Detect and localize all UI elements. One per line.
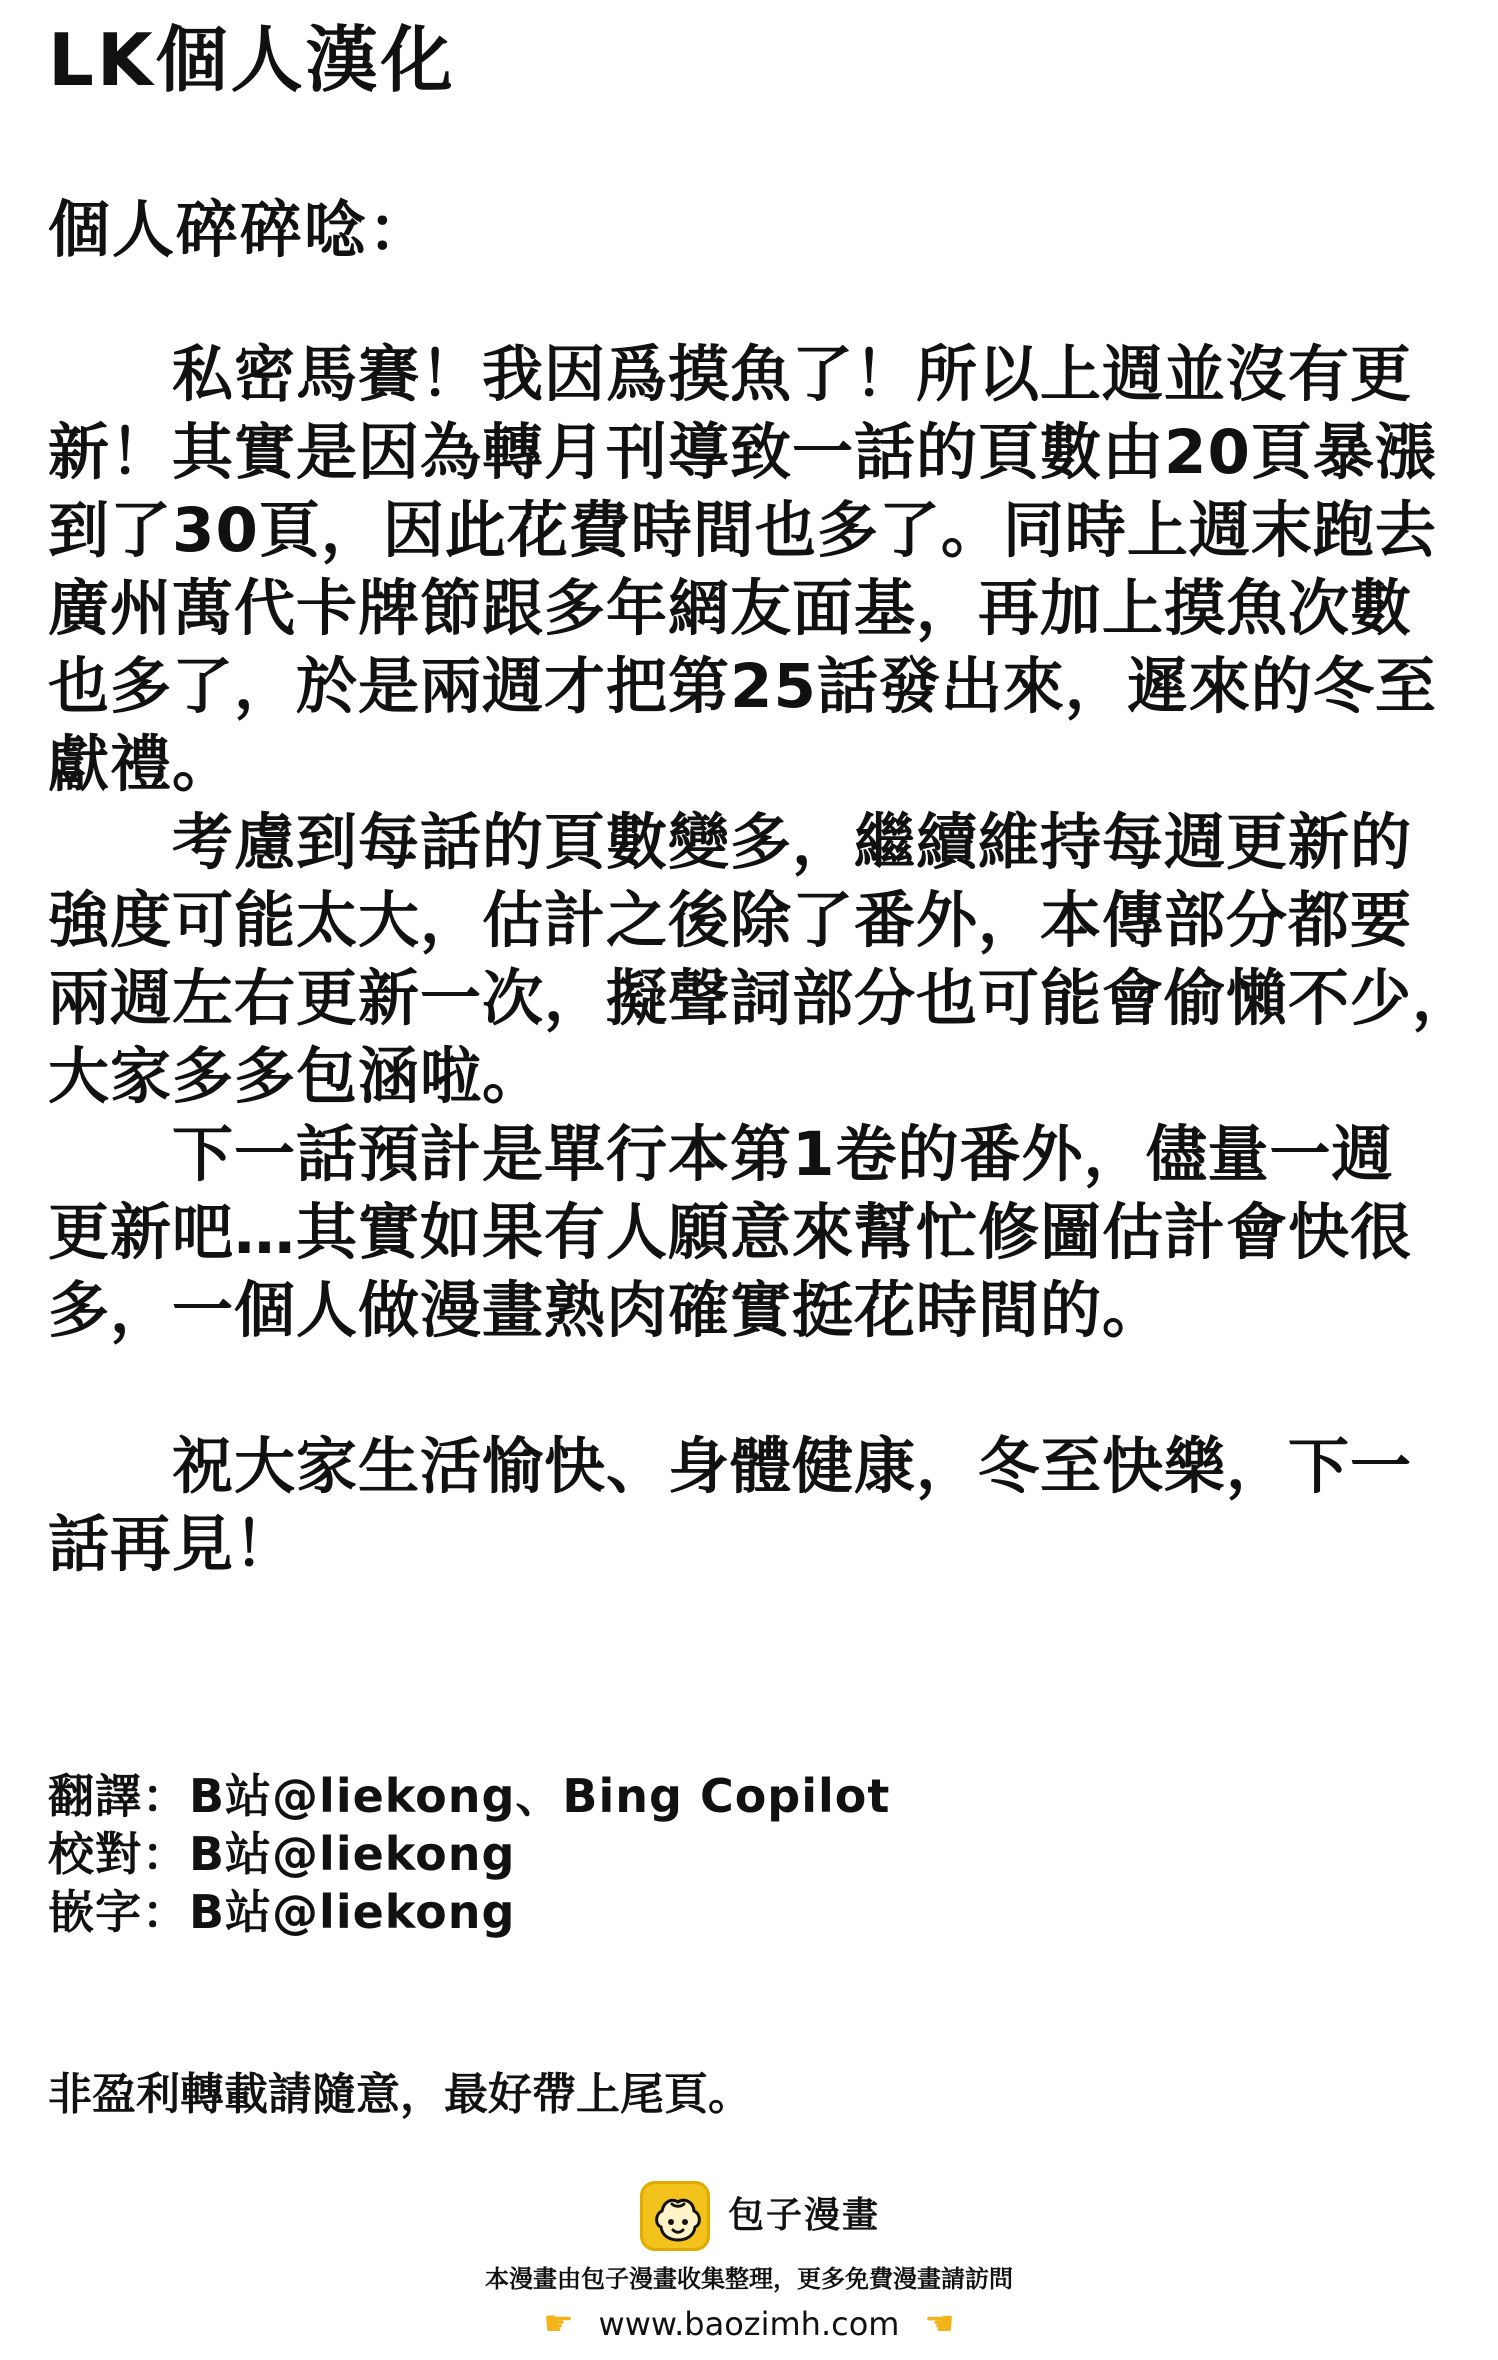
brand-name: 包子漫畫 — [728, 2195, 881, 2236]
pointing-hand-icon: ☚ — [924, 2304, 955, 2344]
body-line: 下一話預計是單行本第1卷的番外，儘量一週 — [172, 1119, 1394, 1190]
body-line: 兩週左右更新一次，擬聲詞部分也可能會偷懶不少， — [48, 963, 1475, 1034]
body-line: 話再見！ — [48, 1509, 297, 1580]
typesetting-credit: 嵌字：B站@liekong — [48, 1885, 516, 1939]
body-line: 多，一個人做漫畫熟肉確實挺花時間的。 — [48, 1275, 1165, 1346]
site-footer — [0, 2180, 1498, 2360]
baozi-icon — [640, 2181, 710, 2251]
body-line: 更新吧…其實如果有人願意來幫忙修圖估計會快很 — [48, 1197, 1413, 1268]
paragraph-spacer — [48, 1350, 1458, 1428]
pointing-hand-icon: ☛ — [543, 2304, 574, 2344]
body-line: 考慮到每話的頁數變多，繼續維持每週更新的 — [172, 807, 1413, 878]
proofreading-credit: 校對：B站@liekong — [48, 1827, 516, 1881]
repost-note: 非盈利轉載請隨意，最好帶上尾頁。 — [48, 2069, 752, 2120]
message-body — [48, 336, 1475, 1584]
body-line: 大家多多包涵啦。 — [48, 1041, 545, 1112]
site-url[interactable]: www.baozimh.com — [598, 2305, 900, 2343]
site-link-row — [0, 2300, 1498, 2348]
translation-credit: 翻譯：B站@liekong、Bing Copilot — [48, 1769, 891, 1823]
section-heading: 個人碎碎唸： — [48, 193, 433, 266]
body-line: 也多了，於是兩週才把第25話發出來，遲來的冬至 — [48, 651, 1437, 722]
body-line: 獻禮。 — [48, 729, 235, 800]
body-line: 新！其實是因為轉月刊導致一話的頁數由20頁暴漲 — [48, 417, 1437, 488]
body-line: 廣州萬代卡牌節跟多年網友面基，再加上摸魚次數 — [48, 573, 1413, 644]
body-line: 強度可能太大，估計之後除了番外，本傳部分都要 — [48, 885, 1413, 956]
page-title: LK個人漢化 — [48, 18, 456, 102]
credits-list — [48, 1767, 890, 1941]
body-line: 祝大家生活愉快、身體健康，冬至快樂，下一 — [172, 1431, 1413, 1502]
body-line: 私密馬賽！我因爲摸魚了！所以上週並沒有更 — [172, 339, 1413, 410]
brand-lockup — [640, 2180, 880, 2252]
collection-note: 本漫畫由包子漫畫收集整理，更多免費漫畫請訪問 — [485, 2265, 1013, 2293]
body-line: 到了30頁，因此花費時間也多了。同時上週末跑去 — [48, 495, 1437, 566]
